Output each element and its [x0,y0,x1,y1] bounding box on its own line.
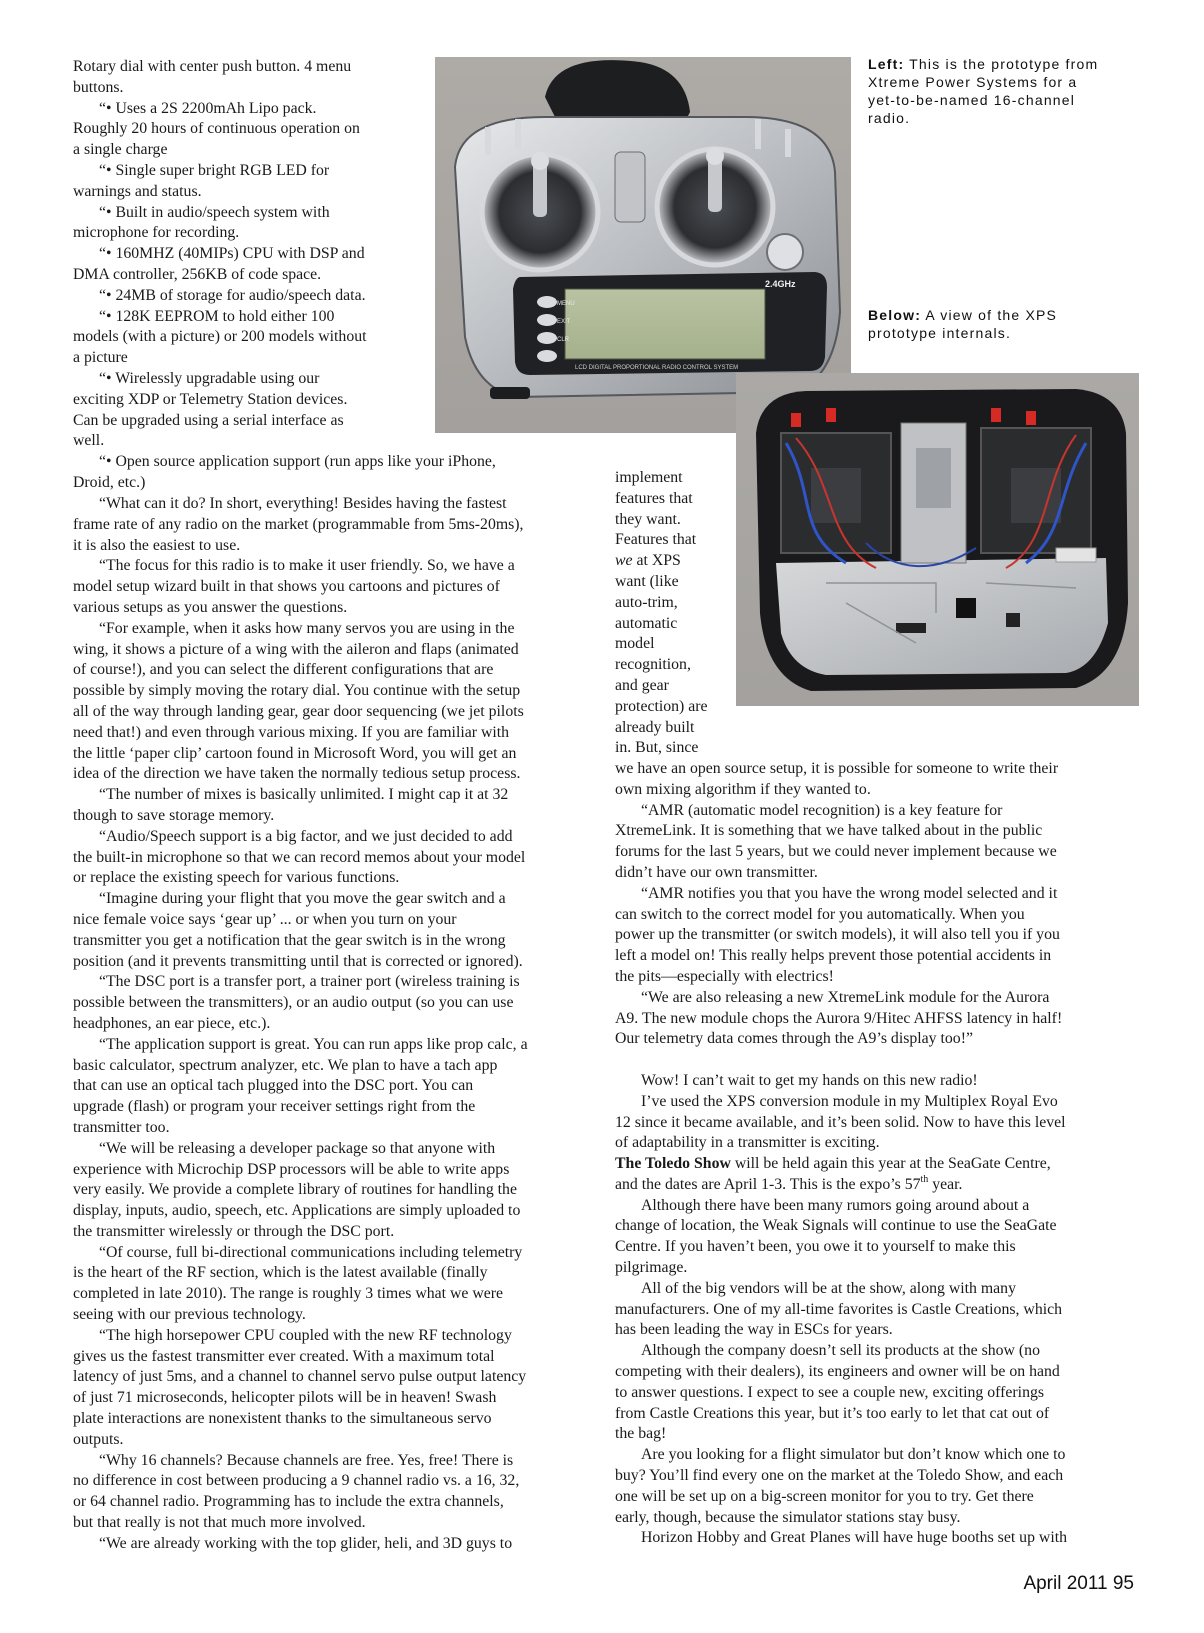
body-line: “We are already working with the top glider, heli, and 3D guys to [99,1534,513,1552]
narrow-line: in. But, since [615,739,699,757]
body-line: very easily. We provide a complete library of routines for handling the [73,1181,517,1199]
body-line: “We will be releasing a developer package so that anyone with [99,1139,496,1157]
body-line: from Castle Creations this year, but it’s too early to let that cat out of [615,1404,1050,1422]
narrow-line: protection) are [615,697,708,715]
body-line: Although the company doesn’t sell its products at the show (no [641,1342,1040,1360]
caption-text: radio. [868,110,911,126]
narrow-line: features that [615,489,693,507]
toledo-section [615,1154,1067,1549]
body-line: plate interactions are nonexistent thanks to the simultaneous servo [73,1410,492,1428]
narrow-line: Features that [615,531,697,549]
spec-line: buttons. [73,78,124,96]
body-line: Our telemetry data comes through the A9’s display too!” [615,1030,973,1048]
column-one-body [73,494,528,1555]
spec-line: Can be upgraded using a serial interface as [73,411,344,429]
toledo-line [615,1154,1067,1175]
narrow-line: want (like [615,572,679,590]
body-line: we have an open source setup, it is possible for someone to write their [615,760,1059,777]
body-line: has been leading the way in ESCs for years. [615,1321,893,1339]
toledo-heading: The Toledo Show [615,1155,731,1172]
body-line: “Audio/Speech support is a big factor, and we just decided to add [99,827,513,845]
body-line: “The number of mixes is basically unlimited. I might cap it at 32 [99,786,509,804]
spec-line: “• 128K EEPROM to hold either 100 [99,307,335,325]
body-line: “The focus for this radio is to make it user friendly. So, we have a [99,557,515,575]
menu-button-label: MENU [557,301,575,307]
blank-line [615,1050,1066,1071]
body-line: transmitter too. [73,1118,170,1136]
body-line: “What can it do? In short, everything! Besides having the fastest [99,495,507,512]
body-line: Wow! I can’t wait to get my hands on this new radio! [641,1071,978,1089]
spec-line: Droid, etc.) [73,473,146,491]
body-line: that can use an optical tach plugged into the DSC port. You can [73,1077,474,1095]
caption-text: A view of the XPS [921,307,1058,323]
ordinal-suffix: th [920,1173,929,1185]
body-line: “AMR (automatic model recognition) is a key feature for [641,801,1003,819]
body-line: latency of just 5ms, and a channel to channel servo pulse output latency [73,1368,527,1386]
caption-text: prototype internals. [868,325,1012,341]
body-line: is the heart of the RF section, which is the latest available (finally [73,1264,488,1282]
spec-line: “• Wirelessly upgradable using our [99,369,320,387]
narrow-line-rest: at XPS [636,552,681,570]
transmitter-internals-illustration [736,373,1139,706]
body-line: to answer questions. I expect to see a couple new, exciting offerings [615,1383,1045,1401]
narrow-line: and gear [615,676,669,694]
body-line: change of location, the Weak Signals will continue to use the SeaGate [615,1217,1057,1235]
body-line: possible between the transmitters), or an audio output (so you can use [73,994,514,1012]
narrow-line: automatic [615,614,678,632]
caption-bottom [868,306,1138,342]
spec-line: “• 24MB of storage for audio/speech data. [99,286,366,304]
body-line: outputs. [73,1430,124,1448]
body-line: or 64 channel radio. Programming has to include the extra channels, [73,1493,504,1511]
body-line: no difference in cost between producing a 9 channel radio vs. a 16, 32, [73,1472,520,1490]
body-line: can switch to the correct model for you automatically. When you [615,905,1025,923]
spec-line: “• Open source application support (run apps like your iPhone, [99,453,496,471]
narrow-line-we [615,551,708,572]
body-line: one will be set up on a big-screen monitor for you to try. Get there [615,1487,1034,1505]
page-folio: April 2011 95 [1023,1573,1134,1594]
exit-button-label: EXIT [557,319,571,325]
body-line: of course!), and you can select the different configurations that are [73,661,494,679]
body-line: own mixing algorithm if they wanted to. [615,780,871,798]
caption-label: Below: [868,307,922,323]
body-line: seeing with our previous technology. [73,1306,306,1324]
body-line: gives us the fastest transmitter ever created. With a maximum total [73,1347,495,1365]
spec-line: “• Built in audio/speech system with [99,203,330,221]
body-line: but that really is not that much more involved. [73,1514,366,1532]
body-line: left a model on! This really helps prevent those potential accidents in [615,947,1052,965]
body-line: “Why 16 channels? Because channels are free. Yes, free! There is [99,1451,514,1469]
spec-line: models (with a picture) or 200 models without [73,328,367,346]
body-line: display, inputs, audio, speech, etc. Applications are simply uploaded to [73,1202,521,1220]
narrow-line: recognition, [615,656,691,674]
body-line: transmitter you get a notification that the gear switch is in the wrong [73,931,506,949]
body-line: or replace the existing speech for various functions. [73,869,400,887]
spec-line: well. [73,432,105,450]
toledo-line-rest: will be held again this year at the SeaGate Centre, [730,1155,1051,1172]
toledo-date-text: and the dates are April 1-3. This is the expo’s 57 [615,1175,921,1193]
body-line: Are you looking for a flight simulator but don’t know which one to [641,1446,1066,1464]
body-line: power up the transmitter (or switch models), it will also tell you if you [615,926,1060,944]
spec-line: warnings and status. [73,182,202,200]
body-line: Centre. If you haven’t been, you owe it to yourself to make this [615,1238,1016,1256]
caption-text: Xtreme Power Systems for a [868,74,1078,90]
body-line: nice female voice says ‘gear up’ ... or when you turn on your [73,910,457,928]
brand-logo: 2.4GHz [765,279,796,289]
narrow-line: auto-trim, [615,593,678,611]
narrow-line: they want. [615,510,681,528]
spec-line: DMA controller, 256KB of code space. [73,265,322,283]
body-line: model setup wizard built in that shows you cartoons and pictures of [73,578,500,596]
body-line: Although there have been many rumors going around about a [641,1196,1030,1214]
caption-text: yet-to-be-named 16-channel [868,92,1076,108]
body-line: Horizon Hobby and Great Planes will have huge booths set up with [641,1529,1067,1547]
body-line: I’ve used the XPS conversion module in my Multiplex Royal Evo [641,1092,1058,1110]
body-line: position (and it prevents transmitting until that is corrected or ignored). [73,952,523,970]
body-line: need that!) and even through various mixing. If you are familiar with [73,723,510,741]
body-line: competing with their dealers), its engineers and owner will be on hand [615,1362,1060,1380]
italic-we: we [615,552,633,570]
body-line: “The high horsepower CPU coupled with the new RF technology [99,1326,512,1344]
spec-line: microphone for recording. [73,224,240,242]
system-label: LCD DIGITAL PROPORTIONAL RADIO CONTROL SYSTEM [575,365,739,371]
body-line: “Imagine during your flight that you move the gear switch and a [99,890,506,908]
body-line: “We are also releasing a new XtremeLink module for the Aurora [641,988,1050,1006]
spec-line: Rotary dial with center push button. 4 menu [73,58,352,75]
body-line: frame rate of any radio on the market (programmable from 5ms-20ms), [73,515,524,533]
body-line: pilgrimage. [615,1258,688,1276]
body-line: basic calculator, spectrum analyzer, etc. We plan to have a tach app [73,1056,498,1074]
spec-list [73,57,496,494]
body-line: of just 71 microseconds, helicopter pilots will be in heaven! Swash [73,1389,497,1407]
body-line: the pits—especially with electrics! [615,967,834,985]
body-line: of adaptability in a transmitter is exciting. [615,1134,880,1152]
body-line: experience with Microchip DSP processors will be able to write apps [73,1160,510,1178]
body-line: “AMR notifies you that you have the wrong model selected and it [641,884,1058,902]
body-line: XtremeLink. It is something that we have talked about in the public [615,822,1043,840]
body-line: “The DSC port is a transfer port, a trainer port (wireless training is [99,973,520,991]
body-line: wing, it shows a picture of a wing with the aileron and flaps (animated [73,640,519,658]
narrow-line: model [615,635,655,653]
spec-line: a picture [73,349,128,367]
body-line: early, though, because the simulator stations stay busy. [615,1508,961,1526]
clr-button-label: CLR [557,337,570,343]
toledo-date-end: year. [928,1175,963,1193]
body-line: All of the big vendors will be at the show, along with many [641,1279,1016,1297]
body-line: idea of the direction we have taken the normally tedious setup process. [73,765,521,783]
caption-text: This is the prototype from [904,56,1099,72]
body-line: forums for the last 5 years, but we could never implement because we [615,843,1057,861]
column-two-body [615,759,1066,1154]
body-line: buy? You’ll find every one on the market at the Toledo Show, and each [615,1466,1064,1484]
body-line: it is also the easiest to use. [73,536,241,554]
body-line: “The application support is great. You can run apps like prop calc, a [99,1035,528,1053]
caption-top [868,55,1138,127]
body-line: upgrade (flash) or program your receiver settings right from the [73,1098,476,1116]
internals-photo [736,373,1139,706]
toledo-line [615,1175,1067,1196]
narrow-line: already built [615,718,695,736]
body-line: the built-in microphone so that we can record memos about your model [73,848,526,866]
body-line: “Of course, full bi-directional communications including telemetry [99,1243,523,1261]
spec-line: “• Uses a 2S 2200mAh Lipo pack. [99,99,317,117]
body-line: headphones, an ear piece, etc.). [73,1014,271,1032]
body-line: the little ‘paper clip’ cartoon found in Microsoft Word, you will get an [73,744,517,762]
body-line: A9. The new module chops the Aurora 9/Hitec AHFSS latency in half! [615,1009,1063,1027]
body-line: various setups as you answer the questions. [73,598,348,616]
body-line: all of the way through landing gear, gear door sequencing (we jet pilots [73,702,524,720]
body-line: 12 since it became available, and it’s been solid. Now to have this level [615,1113,1066,1131]
spec-line: “• Single super bright RGB LED for [99,161,330,179]
spec-line: “• 160MHZ (40MIPs) CPU with DSP and [99,245,365,263]
body-line: the transmitter wirelessly or through the DSC port. [73,1222,395,1240]
spec-line: Roughly 20 hours of continuous operation on [73,120,360,138]
body-line: didn’t have our own transmitter. [615,863,818,881]
body-line: possible by simply moving the rotary dial. You continue with the setup [73,682,521,700]
caption-label: Left: [868,56,905,72]
body-line: manufacturers. One of my all-time favorites is Castle Creations, which [615,1300,1063,1318]
narrow-line: implement [615,469,683,486]
spec-line: exciting XDP or Telemetry Station devices. [73,390,348,408]
body-line: completed in late 2010). The range is roughly 3 times what we were [73,1285,504,1303]
body-line: though to save storage memory. [73,806,275,824]
spec-line: a single charge [73,141,168,159]
column-two-narrow [615,468,708,759]
body-line: “For example, when it asks how many servos you are using in the [99,619,515,637]
body-line: the bag! [615,1425,667,1443]
